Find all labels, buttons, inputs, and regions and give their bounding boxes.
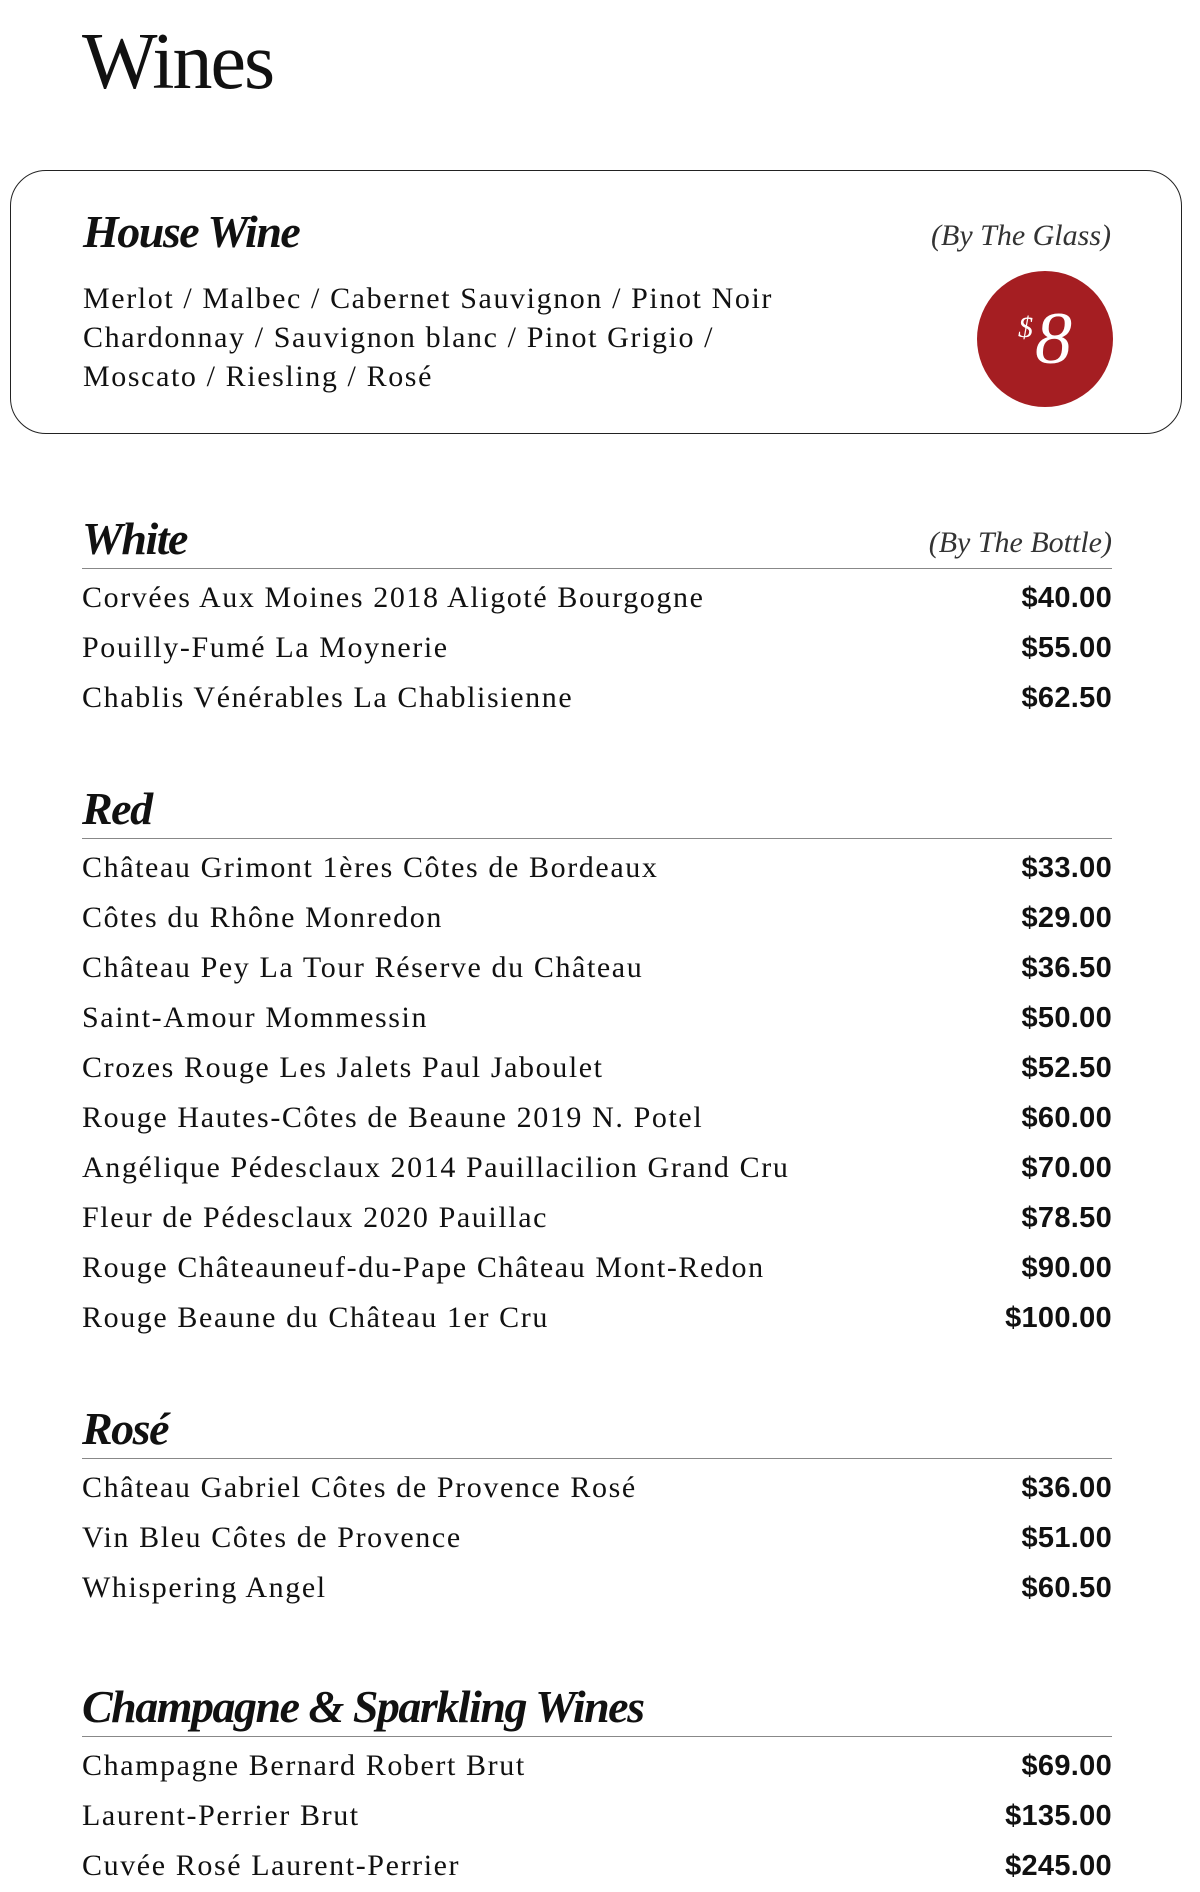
item-price: $29.00 (1021, 902, 1112, 934)
house-wine-box (10, 170, 1182, 434)
item-price: $135.00 (1005, 1800, 1112, 1832)
varietal-line: Moscato / Riesling / Rosé (83, 360, 433, 393)
item-price: $51.00 (1021, 1522, 1112, 1554)
price-currency: $ (1018, 311, 1033, 344)
item-price: $60.00 (1021, 1102, 1112, 1134)
item-price: $90.00 (1021, 1252, 1112, 1284)
item-price: $62.50 (1021, 682, 1112, 714)
house-wine-note: (By The Glass) (931, 219, 1111, 252)
item-price: $36.50 (1021, 952, 1112, 984)
item-name: Rouge Hautes-Côtes de Beaune 2019 N. Potel (82, 1101, 704, 1134)
menu-item (82, 1463, 1112, 1513)
section-header (82, 1403, 1112, 1459)
item-name: Champagne Bernard Robert Brut (82, 1749, 526, 1782)
item-name: Chablis Vénérables La Chablisienne (82, 681, 574, 714)
house-wine-varietals (83, 279, 843, 396)
menu-item (82, 993, 1112, 1043)
item-price: $52.50 (1021, 1052, 1112, 1084)
varietal-line: Chardonnay / Sauvignon blanc / Pinot Grigio / (83, 321, 715, 354)
menu-item (82, 1563, 1112, 1613)
item-name: Côtes du Rhône Monredon (82, 901, 443, 934)
menu-item (82, 1193, 1112, 1243)
item-price: $55.00 (1021, 632, 1112, 664)
menu-item (82, 943, 1112, 993)
item-price: $245.00 (1005, 1850, 1112, 1882)
item-name: Vin Bleu Côtes de Provence (82, 1521, 462, 1554)
menu-item (82, 1293, 1112, 1343)
section-note: (By The Bottle) (928, 526, 1112, 559)
section-title: Red (82, 783, 152, 834)
house-wine-title: House Wine (83, 206, 300, 257)
item-name: Château Grimont 1ères Côtes de Bordeaux (82, 851, 659, 884)
item-price: $36.00 (1021, 1472, 1112, 1504)
glass-price-badge (977, 271, 1113, 407)
section-title: Champagne & Sparkling Wines (82, 1681, 644, 1732)
menu-item (82, 1243, 1112, 1293)
section-title: White (82, 513, 187, 564)
item-name: Crozes Rouge Les Jalets Paul Jaboulet (82, 1051, 604, 1084)
menu-item (82, 1093, 1112, 1143)
section-header (82, 1681, 1112, 1737)
item-name: Laurent-Perrier Brut (82, 1799, 360, 1832)
item-price: $60.50 (1021, 1572, 1112, 1604)
section-white (82, 513, 1112, 723)
section-header (82, 513, 1112, 569)
menu-item (82, 1143, 1112, 1193)
item-name: Corvées Aux Moines 2018 Aligoté Bourgogne (82, 581, 705, 614)
section-sparkling (82, 1681, 1112, 1891)
item-price: $69.00 (1021, 1750, 1112, 1782)
item-name: Fleur de Pédesclaux 2020 Pauillac (82, 1201, 549, 1234)
item-name: Cuvée Rosé Laurent-Perrier (82, 1849, 461, 1882)
menu-item (82, 893, 1112, 943)
menu-item (82, 843, 1112, 893)
varietal-line: Merlot / Malbec / Cabernet Sauvignon / Pinot Noir (83, 282, 773, 315)
section-rose (82, 1403, 1112, 1613)
item-price: $40.00 (1021, 582, 1112, 614)
page-title: Wines (82, 18, 274, 106)
menu-item (82, 1043, 1112, 1093)
item-price: $50.00 (1021, 1002, 1112, 1034)
item-name: Pouilly-Fumé La Moynerie (82, 631, 449, 664)
item-price: $70.00 (1021, 1152, 1112, 1184)
menu-item (82, 573, 1112, 623)
menu-item (82, 1841, 1112, 1891)
section-title: Rosé (82, 1403, 168, 1454)
item-name: Rouge Beaune du Château 1er Cru (82, 1301, 549, 1334)
item-name: Saint-Amour Mommessin (82, 1001, 429, 1034)
item-name: Château Pey La Tour Réserve du Château (82, 951, 644, 984)
item-name: Rouge Châteauneuf-du-Pape Château Mont-Redon (82, 1251, 765, 1284)
item-name: Angélique Pédesclaux 2014 Pauillacilion Grand Cru (82, 1151, 790, 1184)
menu-item (82, 673, 1112, 723)
price-amount: 8 (1035, 298, 1072, 380)
menu-item (82, 1513, 1112, 1563)
section-header (82, 783, 1112, 839)
menu-item (82, 1741, 1112, 1791)
item-price: $78.50 (1021, 1202, 1112, 1234)
menu-item (82, 1791, 1112, 1841)
item-price: $33.00 (1021, 852, 1112, 884)
item-name: Château Gabriel Côtes de Provence Rosé (82, 1471, 637, 1504)
section-red (82, 783, 1112, 1343)
item-name: Whispering Angel (82, 1571, 327, 1604)
menu-item (82, 623, 1112, 673)
item-price: $100.00 (1005, 1302, 1112, 1334)
